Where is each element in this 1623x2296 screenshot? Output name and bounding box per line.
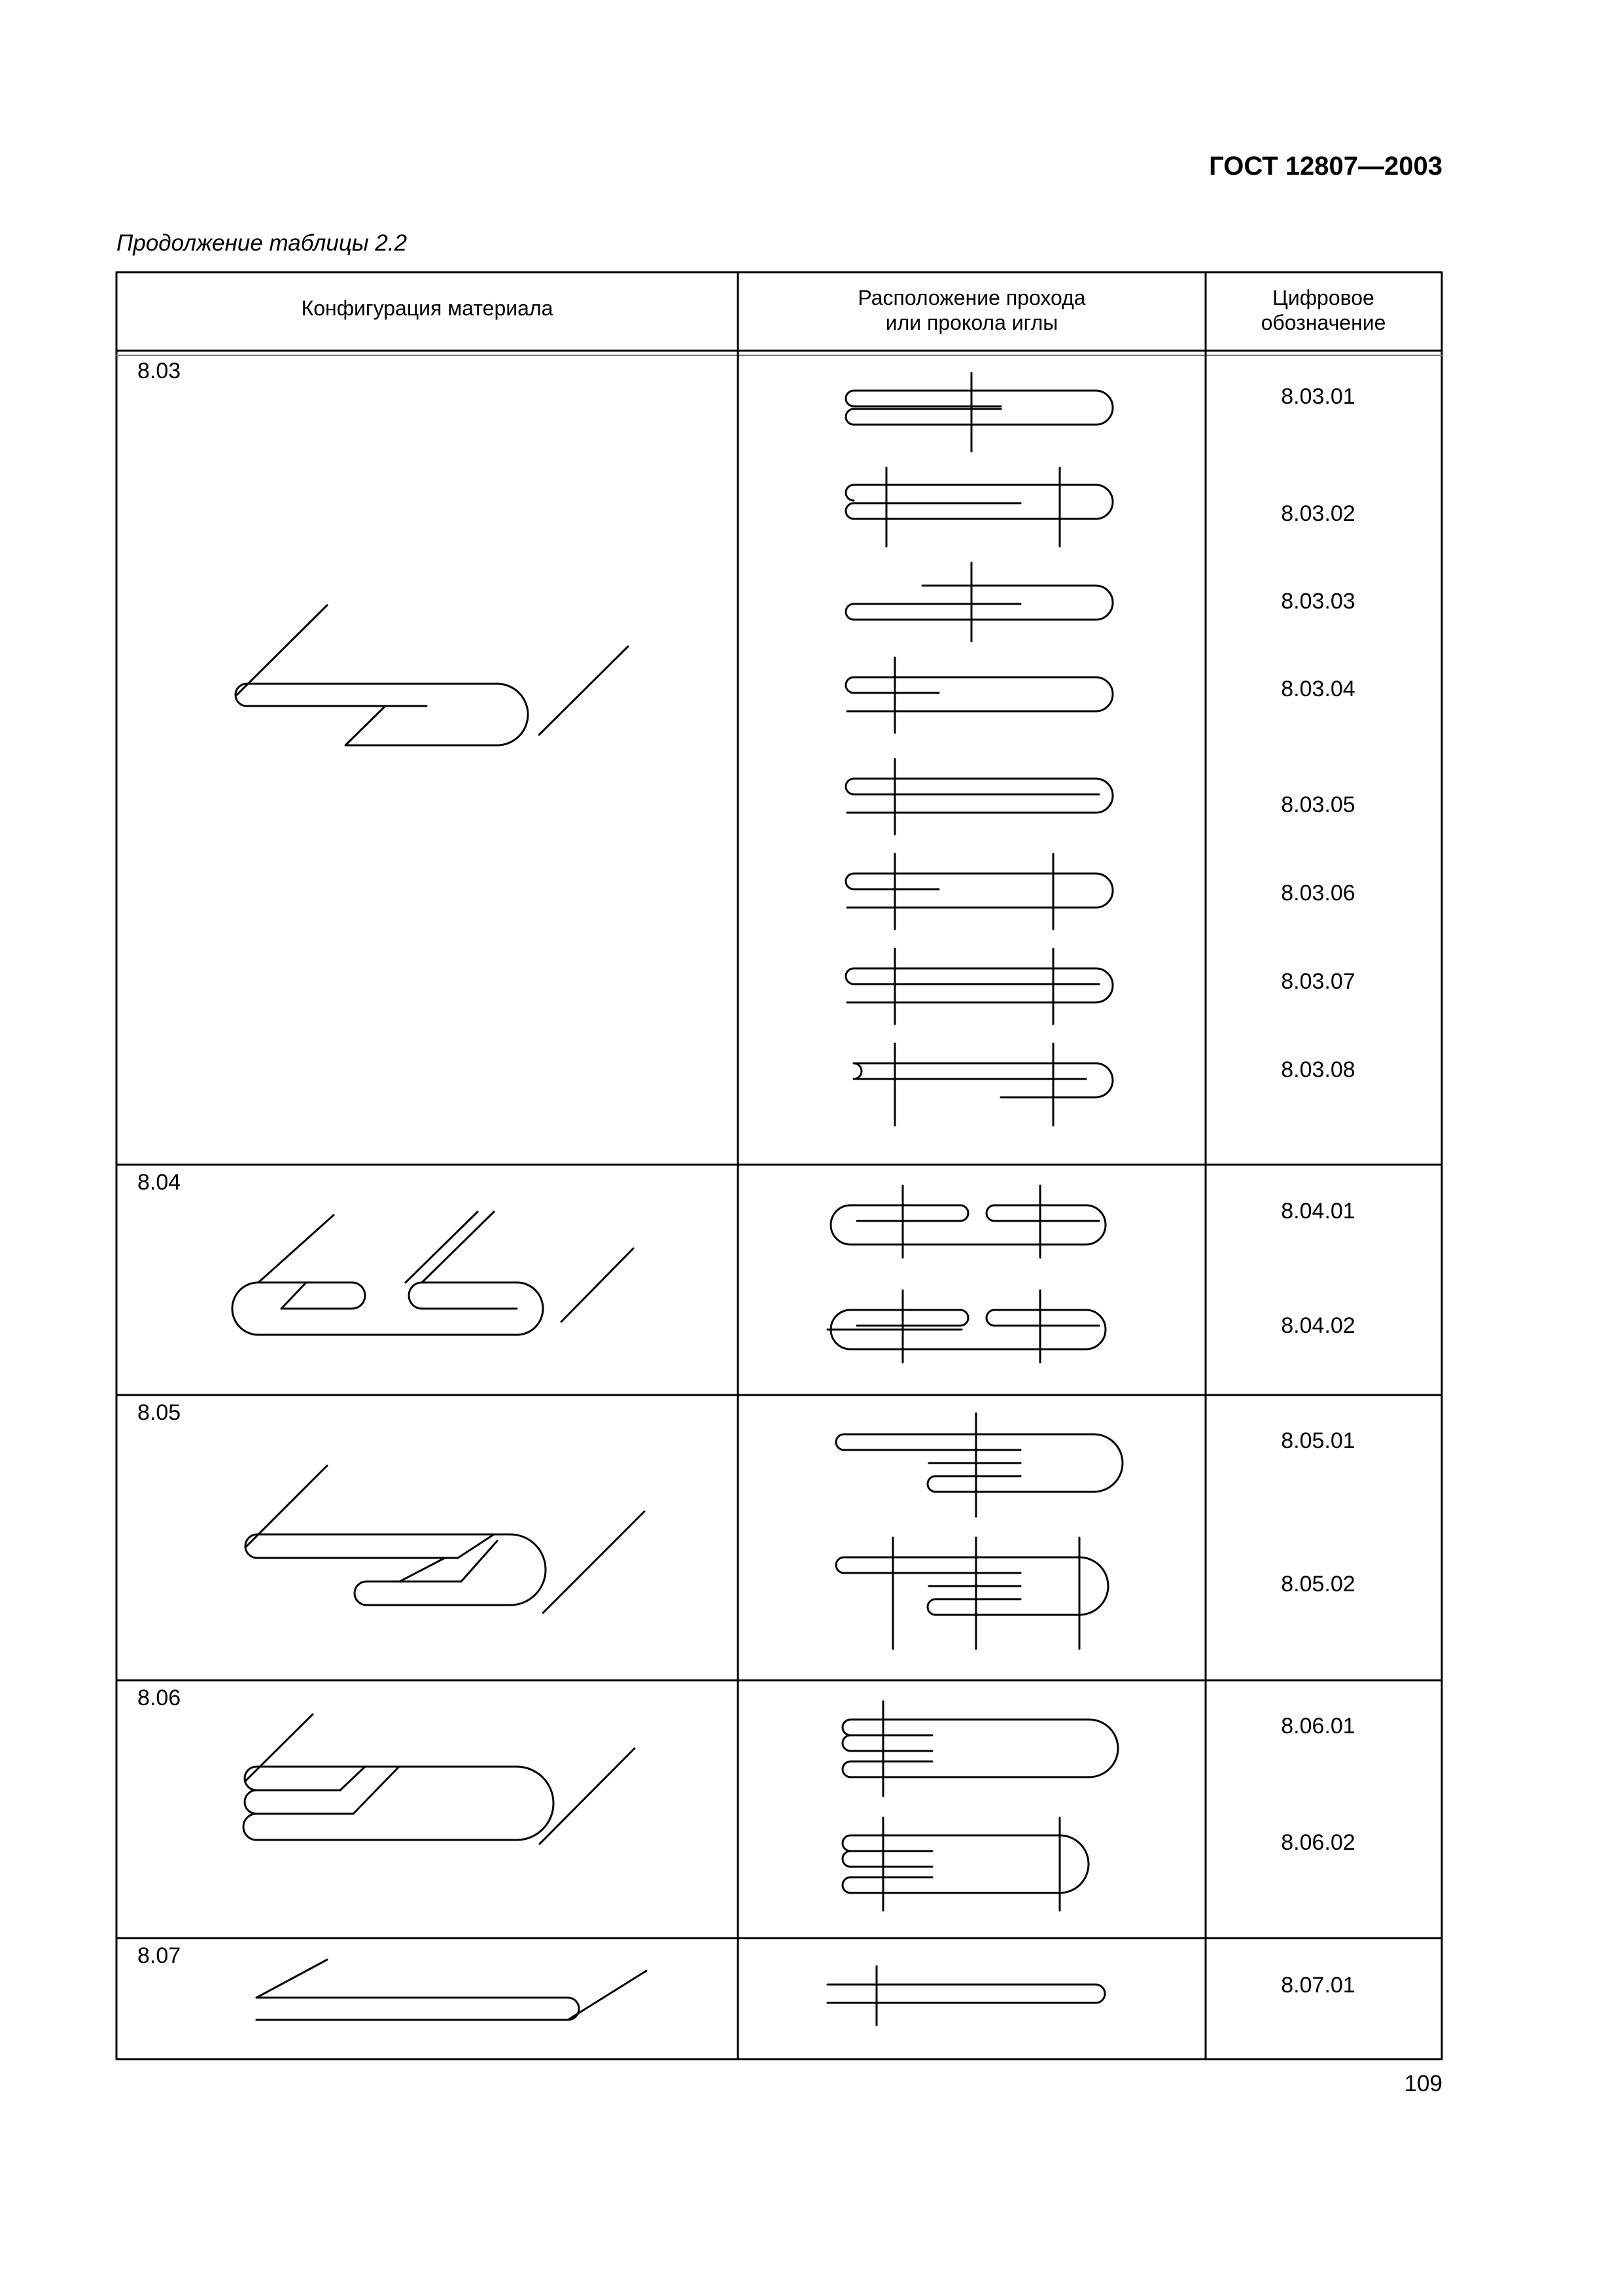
code-8-03-08: 8.03.08 [1281,1057,1355,1082]
code-8-03-04: 8.03.04 [1281,677,1355,701]
config-8-04-drawing [232,1212,633,1335]
table-continuation-caption: Продолжение таблицы 2.2 [116,230,408,256]
code-8-03-06: 8.03.06 [1281,881,1355,906]
needle-8-03-01 [846,373,1113,451]
needle-8-03-08 [854,1044,1113,1125]
code-8-07-01: 8.07.01 [1281,1973,1355,1998]
code-8-03-07: 8.03.07 [1281,969,1355,994]
column-header-digital-designation: Цифровое обозначение [1261,286,1386,334]
row-label-8-04: 8.04 [137,1170,181,1195]
code-8-04-01: 8.04.01 [1281,1199,1355,1224]
config-8-03-drawing [236,605,628,745]
needle-8-03-03 [846,563,1113,641]
config-8-07-drawing [256,1960,646,2020]
column-header-needle-position: Расположение прохода или прокола иглы [858,286,1086,334]
row-label-8-05: 8.05 [137,1400,181,1425]
code-8-05-02: 8.05.02 [1281,1572,1355,1597]
row-label-8-03: 8.03 [137,359,181,383]
needle-8-05-01 [836,1413,1123,1517]
config-8-05-drawing [245,1466,644,1613]
needle-8-03-05 [846,759,1113,834]
needle-8-05-02 [836,1538,1108,1649]
needle-8-04-01 [831,1186,1106,1258]
needle-8-07-01 [828,1966,1105,2025]
needle-8-03-04 [846,658,1113,733]
code-8-03-01: 8.03.01 [1281,384,1355,409]
code-8-05-01: 8.05.01 [1281,1428,1355,1453]
row-label-8-07: 8.07 [137,1943,181,1968]
needle-8-06-01 [843,1701,1118,1796]
needle-8-03-06 [846,854,1113,929]
code-8-04-02: 8.04.02 [1281,1313,1355,1338]
code-8-03-02: 8.03.02 [1281,501,1355,526]
row-label-8-06: 8.06 [137,1686,181,1710]
needle-8-06-02 [843,1818,1089,1911]
needle-8-03-02 [846,468,1113,546]
column-header-configuration: Конфигурация материала [301,296,553,320]
code-8-06-02: 8.06.02 [1281,1830,1355,1855]
needle-8-03-07 [846,949,1113,1024]
code-8-03-03: 8.03.03 [1281,589,1355,614]
needle-8-04-02 [828,1290,1106,1362]
code-8-06-01: 8.06.01 [1281,1714,1355,1739]
code-8-03-05: 8.03.05 [1281,792,1355,817]
config-8-06-drawing [243,1714,635,1844]
page-number: 109 [1404,2071,1442,2096]
document-header: ГОСТ 12807—2003 [1209,152,1442,181]
